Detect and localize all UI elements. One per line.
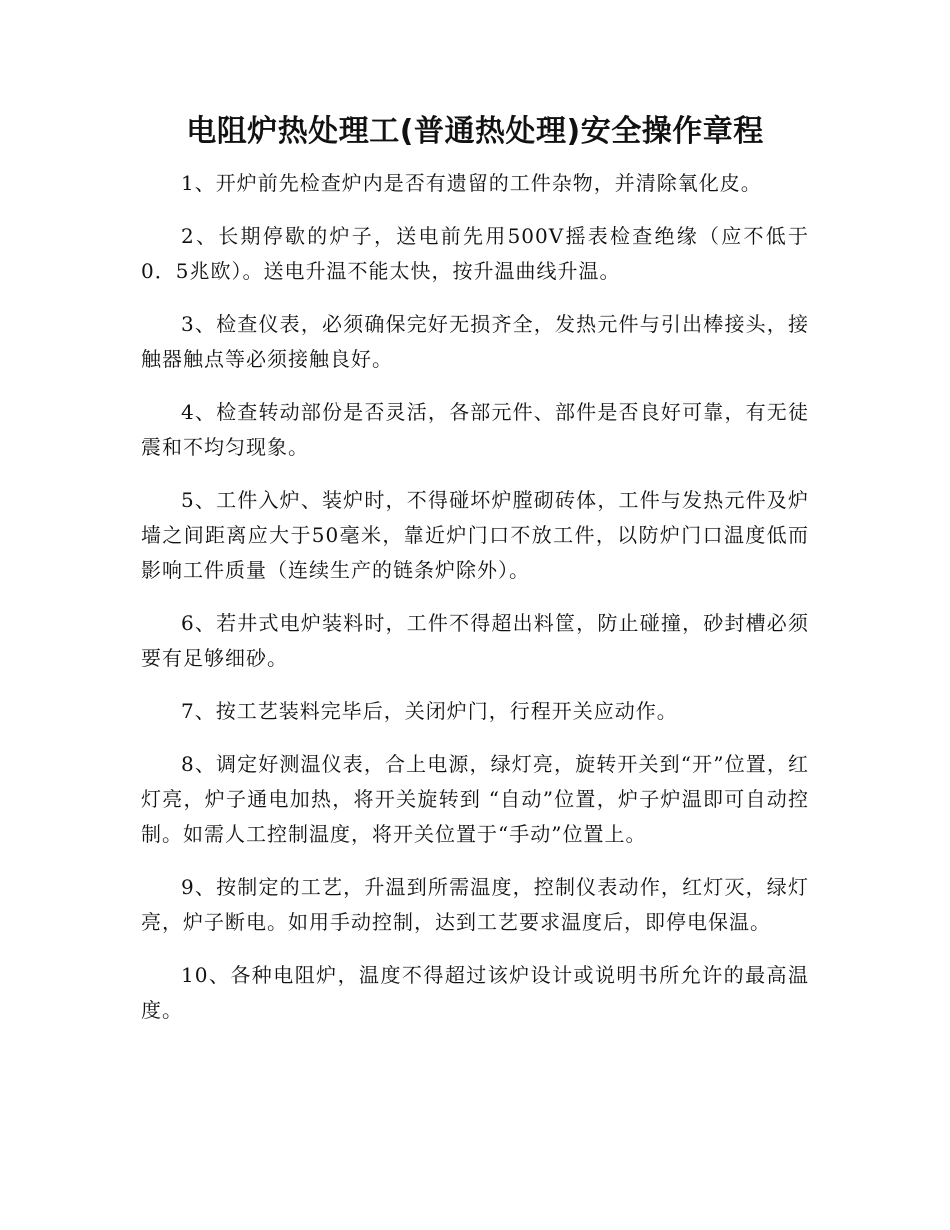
document-body: [141, 166, 809, 1046]
paragraph-9: 9、按制定的工艺，升温到所需温度，控制仪表动作，红灯灭，绿灯亮，炉子断电。如用手动控制，达到工艺要求温度后，即停电保温。: [141, 875, 809, 934]
paragraph-1: 1、开炉前先检查炉内是否有遗留的工件杂物，并清除氧化皮。: [181, 171, 762, 195]
paragraph-6: 6、若井式电炉装料时，工件不得超出料筐，防止碰撞，砂封槽必须要有足够细砂。: [141, 611, 809, 670]
paragraph-3: 3、检查仪表，必须确保完好无损齐全，发热元件与引出棒接头，接触器触点等必须接触良好。: [141, 312, 809, 371]
paragraph-4: 4、检查转动部份是否灵活，各部元件、部件是否良好可靠，有无徒震和不均匀现象。: [141, 400, 809, 459]
paragraph-2: 2、长期停歇的炉子，送电前先用500V摇表检查绝缘（应不低于0．5兆欧）。送电升温不能太快，按升温曲线升温。: [141, 224, 809, 283]
paragraph-7: 7、按工艺装料完毕后，关闭炉门，行程开关应动作。: [181, 699, 678, 723]
paragraph-5: 5、工件入炉、装炉时，不得碰坏炉膛砌砖体，工件与发热元件及炉墙之间距离应大于50毫米，靠近炉门口不放工件，以防炉门口温度低而影响工件质量（连续生产的链条炉除外）。: [141, 488, 809, 582]
paragraph-8: 8、调定好测温仪表，合上电源，绿灯亮，旋转开关到“开”位置，红灯亮，炉子通电加热，将开关旋转到 “自动”位置，炉子炉温即可自动控制。如需人工控制温度，将开关位置于“手动”位置上。: [141, 752, 809, 846]
paragraph-10: 10、各种电阻炉，温度不得超过该炉设计或说明书所允许的最高温度。: [141, 963, 809, 1022]
document-title: 电阻炉热处理工(普通热处理)安全操作章程: [186, 114, 764, 149]
